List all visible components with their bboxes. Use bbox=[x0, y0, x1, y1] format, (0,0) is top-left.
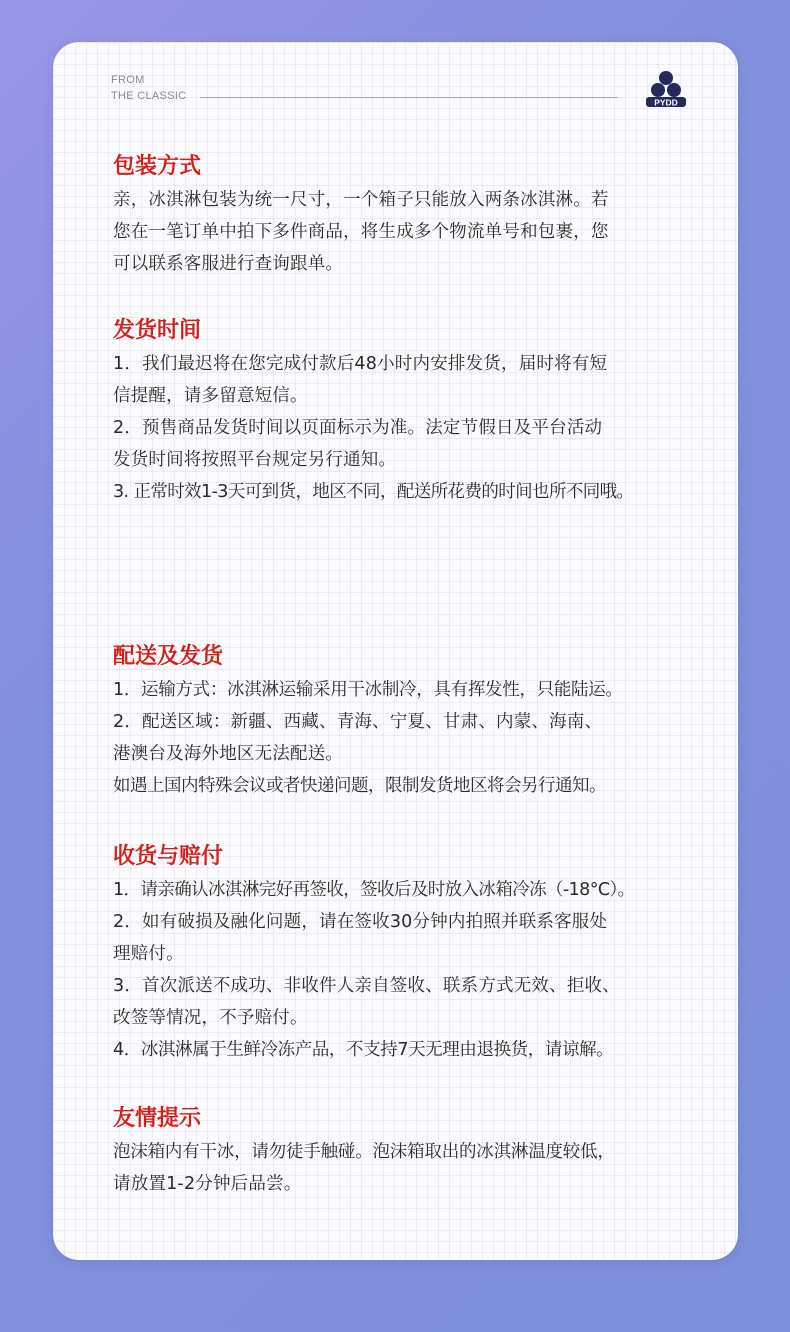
section-line: 1．我们最迟将在您完成付款后48小时内安排发货，届时将有短 bbox=[113, 354, 608, 374]
section-line: 泡沫箱内有干冰，请勿徒手触碰。泡沫箱取出的冰淇淋温度较低， bbox=[113, 1142, 615, 1162]
section-line: 2．配送区域：新疆、西藏、青海、宁夏、甘肃、内蒙、海南、 bbox=[113, 712, 603, 732]
section-line: 1．请亲确认冰淇淋完好再签收，签收后及时放入冰箱冷冻（-18°C）。 bbox=[113, 880, 635, 900]
section-line: 港澳台及海外地区无法配送。 bbox=[113, 744, 344, 764]
section-title: 收货与赔付 bbox=[113, 844, 224, 869]
section-shipping-time bbox=[113, 316, 685, 508]
section-friendly-tips bbox=[113, 1104, 685, 1200]
section-line: 1．运输方式：冰淇淋运输采用干冰制冷，具有挥发性，只能陆运。 bbox=[113, 680, 623, 700]
section-line: 改签等情况，不予赔付。 bbox=[113, 1008, 308, 1028]
brand-logo-text: PYDD bbox=[654, 97, 678, 108]
section-line: 3．首次派送不成功、非收件人亲自签收、联系方式无效、拒收、 bbox=[113, 976, 620, 996]
section-title: 友情提示 bbox=[113, 1106, 202, 1131]
section-delivery bbox=[113, 642, 685, 802]
section-receipt-compensation bbox=[113, 842, 685, 1066]
section-line: 如遇上国内特殊会议或者快递问题，限制发货地区将会另行通知。 bbox=[113, 776, 606, 796]
section-title: 发货时间 bbox=[113, 318, 202, 343]
section-line: 理赔付。 bbox=[113, 944, 184, 964]
section-line: 2．如有破损及融化问题，请在签收30分钟内拍照并联系客服处 bbox=[113, 912, 608, 932]
brand-logo bbox=[643, 68, 689, 114]
from-the-classic-label: FROM THE CLASSIC bbox=[111, 74, 187, 102]
section-packaging bbox=[113, 152, 685, 280]
section-line: 信提醒，请多留意短信。 bbox=[113, 386, 308, 406]
section-line: 亲，冰淇淋包装为统一尺寸，一个箱子只能放入两条冰淇淋。若 bbox=[113, 190, 609, 210]
section-line: 请放置1-2分钟后品尝。 bbox=[113, 1174, 302, 1194]
section-line: 2．预售商品发货时间以页面标示为准。法定节假日及平台活动 bbox=[113, 418, 603, 438]
section-line: 发货时间将按照平台规定另行通知。 bbox=[113, 450, 397, 470]
section-line: 您在一笔订单中拍下多件商品，将生成多个物流单号和包裹，您 bbox=[113, 222, 609, 242]
header-divider bbox=[200, 97, 618, 98]
section-line: 4．冰淇淋属于生鲜冷冻产品，不支持7天无理由退换货，请谅解。 bbox=[113, 1040, 614, 1060]
section-title: 包装方式 bbox=[113, 154, 202, 179]
section-line: 3. 正常时效1-3天可到货，地区不同，配送所花费的时间也所不同哦。 bbox=[113, 482, 634, 502]
section-title: 配送及发货 bbox=[113, 644, 224, 669]
section-line: 可以联系客服进行查询跟单。 bbox=[113, 254, 344, 274]
info-card bbox=[53, 42, 738, 1260]
